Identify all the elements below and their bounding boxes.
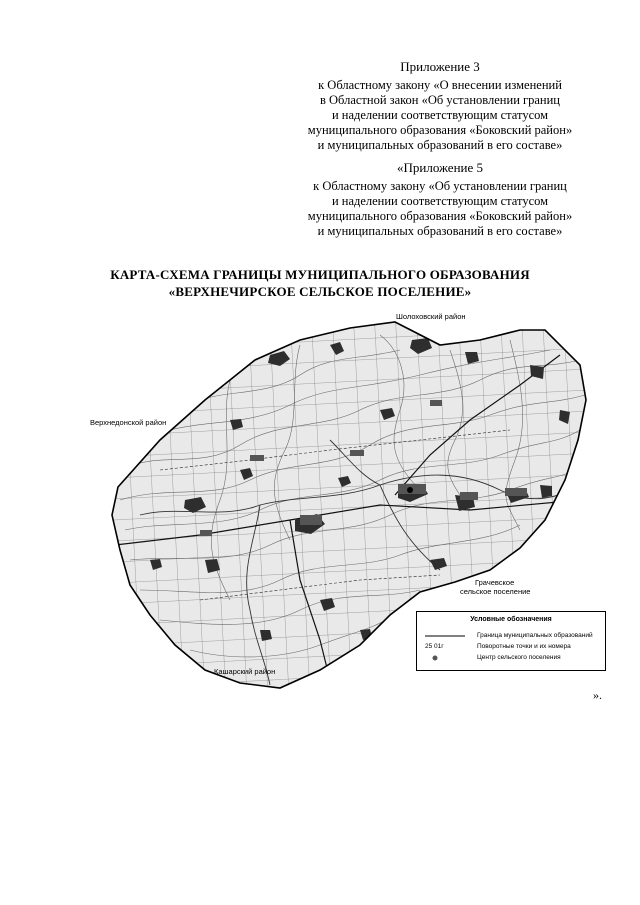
legend-title: Условные обозначения [470, 616, 552, 623]
map-legend [416, 611, 606, 671]
neighbor-label-north: Шолоховский район [396, 312, 466, 321]
appendix-5-line: к Областному закону «Об установлении границ [313, 179, 567, 193]
neighbor-label-west: Верхнедонской район [90, 418, 167, 427]
appendix-5-line: муниципального образования «Боковский район» [307, 209, 573, 223]
appendix-3-line: к Областному закону «О внесении изменений [318, 78, 562, 92]
legend-item-center: Центр сельского поселения [477, 654, 561, 661]
turning-point-symbol: 25 01г [425, 643, 444, 650]
appendix-3-line: в Областной закон «Об установлении границ [319, 93, 560, 107]
neighbor-label-southeast-2: сельское поселение [460, 587, 531, 596]
boundary-line-symbol [425, 633, 465, 639]
legend-item-boundary: Граница муниципальных образований [477, 632, 593, 639]
settlement-center-marker [407, 487, 413, 493]
map-title-line-2: «ВЕРХНЕЧИРСКОЕ СЕЛЬСКОЕ ПОСЕЛЕНИЕ» [168, 284, 472, 299]
appendix-5-line: и наделении соответствующим статусом [331, 194, 549, 208]
appendix-5-heading: «Приложение 5 [396, 160, 484, 175]
settlement-center-symbol [431, 654, 439, 662]
neighbor-label-south: Кашарский район [214, 667, 276, 676]
appendix-3-line: и наделении соответствующим статусом [331, 108, 549, 122]
appendix-5-line: и муниципальных образований в его составе» [317, 224, 563, 238]
appendix-3-line: муниципального образования «Боковский район» [307, 123, 573, 137]
closing-quote: ». [593, 688, 602, 702]
neighbor-label-southeast-1: Грачевское [475, 578, 515, 587]
map-title-line-1: КАРТА-СХЕМА ГРАНИЦЫ МУНИЦИПАЛЬНОГО ОБРАЗОВАНИЯ [110, 267, 530, 282]
legend-item-turning-points: Поворотные точки и их номера [477, 643, 571, 650]
appendix-3-heading: Приложение 3 [400, 59, 480, 74]
appendix-3-line: и муниципальных образований в его составе» [317, 138, 563, 152]
